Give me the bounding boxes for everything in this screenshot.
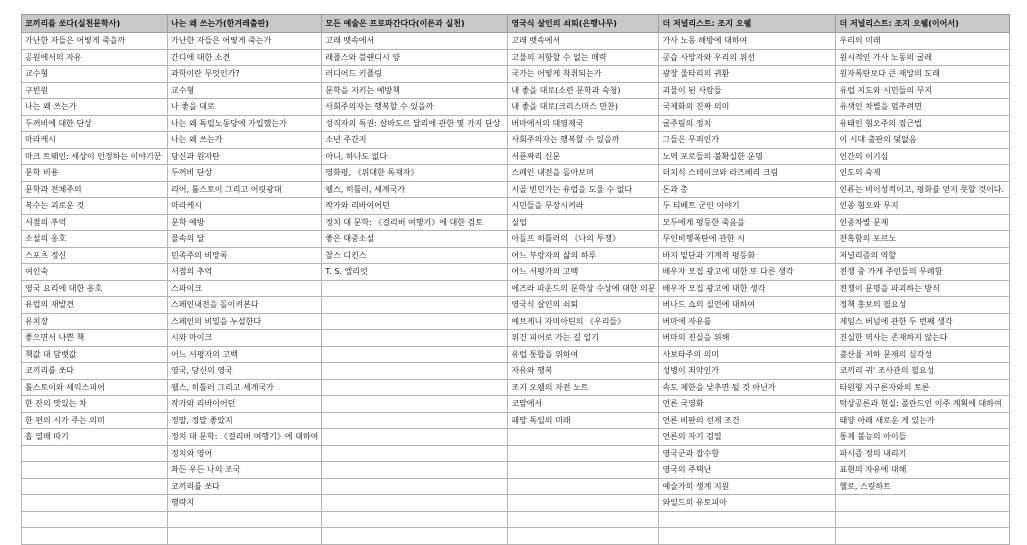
table-cell: 진실한 역사는 존재하지 않는다 <box>836 330 1010 347</box>
table-row <box>22 198 1010 215</box>
table-cell: 코맘에서 <box>508 396 659 413</box>
table-cell <box>508 495 659 512</box>
table-row <box>22 165 1010 182</box>
table-cell <box>22 528 168 545</box>
table-row <box>22 148 1010 165</box>
table-cell: 마라케시 <box>168 198 322 215</box>
table-cell <box>22 478 168 495</box>
table-cell: 코끼리 귀' 조사관의 필요성 <box>836 363 1010 380</box>
table-cell: 공원에서의 자유 <box>22 49 168 66</box>
table-cell: 전쟁이 문명을 파괴하는 방식 <box>836 280 1010 297</box>
column-header-5: 더 저널리스트: 조지 오웰 <box>659 15 836 33</box>
table-cell: 출산율 저하 문제의 심각성 <box>836 346 1010 363</box>
table-cell: 서푼짜리 신문 <box>508 148 659 165</box>
table-cell: 유치장 <box>22 313 168 330</box>
table-cell: 아돌프 히틀러의 《나의 투쟁》 <box>508 231 659 248</box>
table-cell: 톨스토이와 셰익스피어 <box>22 379 168 396</box>
table-cell: 예술가의 생계 지원 <box>659 478 836 495</box>
table-cell: 소설의 옹호 <box>22 231 168 248</box>
table-cell: 영국군과 잡수함 <box>659 445 836 462</box>
table-cell: 래플스와 블랜디시 양 <box>322 49 508 66</box>
table-cell <box>508 445 659 462</box>
table-cell: 고래 뱃속에서 <box>508 33 659 50</box>
table-cell: 시와 마이크 <box>168 330 322 347</box>
table-row <box>22 330 1010 347</box>
table-cell: 한 편의 시가 주는 의미 <box>22 412 168 429</box>
table-cell: 어느 부랑자의 삶의 하루 <box>508 247 659 264</box>
table-row <box>22 396 1010 413</box>
table-cell: 굴주림의 정치 <box>659 115 836 132</box>
column-header-3: 모든 예술은 프로파간다다(이론과 실천) <box>322 15 508 33</box>
table-cell: 복수는 괴로운 것 <box>22 198 168 215</box>
table-cell: 이 시대 출판의 덫없음 <box>836 132 1010 149</box>
table-cell: 영국, 당신의 영국 <box>168 363 322 380</box>
table-cell: 통제 불능의 아이들 <box>836 429 1010 446</box>
table-cell: 언론의 자기 검열 <box>659 429 836 446</box>
table-cell <box>22 445 168 462</box>
table-cell: 저널리즘의 역할 <box>836 247 1010 264</box>
table-cell: 유럽 지도와 시민들의 무지 <box>836 82 1010 99</box>
table-row <box>22 231 1010 248</box>
table-row <box>22 313 1010 330</box>
table-cell: 영국 요리에 대한 옹호 <box>22 280 168 297</box>
table-row <box>22 247 1010 264</box>
column-header-2: 나는 왜 쓰는가(한겨레출판) <box>168 15 322 33</box>
table-cell: 예브게니 자미아틴의 《우리들》 <box>508 313 659 330</box>
table-row <box>22 363 1010 380</box>
table-cell: 러디어드 키플링 <box>322 66 508 83</box>
table-cell: 속도 제한을 낮추면 될 것 아닌가 <box>659 379 836 396</box>
table-cell: 마크 트웨인: 세상이 인정하는 이야기꾼 <box>22 148 168 165</box>
table-cell: 사회주의자는 행복할 수 있을까 <box>322 99 508 116</box>
table-cell: 배우자 모집 광고에 대한 생각 <box>659 280 836 297</box>
table-cell: T. S. 엘리엇 <box>322 264 508 281</box>
table-cell: 서점의 추억 <box>22 214 168 231</box>
table-row <box>22 379 1010 396</box>
table-row <box>22 445 1010 462</box>
table-cell: 행락지 <box>168 495 322 512</box>
table-cell <box>22 511 168 528</box>
table-cell: 리어, 톨스토이 그리고 어릿광대 <box>168 181 322 198</box>
table-cell: 시골 빈민가는 유럽을 도울 수 없다 <box>508 181 659 198</box>
table-cell: 당신과 원자탄 <box>168 148 322 165</box>
table-cell: 정책 홍보의 필요성 <box>836 297 1010 314</box>
table-cell: 태양 아래 새로운 게 있는가 <box>836 412 1010 429</box>
table-cell: 제임스 버넘에 관한 두 번째 생각 <box>836 313 1010 330</box>
table-cell: 실업 <box>508 214 659 231</box>
table-cell <box>322 330 508 347</box>
table-cell: 정치 대 문학: 《걸리버 여행기》에 대한 검토 <box>322 214 508 231</box>
table-cell: 버마에서의 대영제국 <box>508 115 659 132</box>
table-cell: 정치 대 문학: 《걸리버 여행기》에 대하여 <box>168 429 322 446</box>
table-cell <box>659 528 836 545</box>
table-cell <box>322 313 508 330</box>
table-cell <box>659 511 836 528</box>
table-cell: 과학이란 무엇인가? <box>168 66 322 83</box>
table-cell <box>508 511 659 528</box>
table-cell: 좋은 대중소설 <box>322 231 508 248</box>
table-row <box>22 412 1010 429</box>
table-cell <box>836 511 1010 528</box>
table-cell: 구빈원 <box>22 82 168 99</box>
table-cell: 버마에 자유를 <box>659 313 836 330</box>
column-header-1: 코끼리를 쏘다(실천문학사) <box>22 15 168 33</box>
table-cell: 인종차별 문제 <box>836 214 1010 231</box>
table-cell: 버나드 쇼의 실언에 대하여 <box>659 297 836 314</box>
table-cell: 바지 밑단과 기계적 평등화 <box>659 247 836 264</box>
table-cell: 버마의 진실을 위해 <box>659 330 836 347</box>
table-cell: 언론 국영화 <box>659 396 836 413</box>
table-cell: 그들은 무죄인가 <box>659 132 836 149</box>
table-cell: 영국식 살인의 쇠퇴 <box>508 297 659 314</box>
table-cell <box>322 379 508 396</box>
table-cell: 작가와 리바이어던 <box>168 396 322 413</box>
table-row <box>22 495 1010 512</box>
table-cell: 유태인 혐오주의 점근법 <box>836 115 1010 132</box>
table-cell: 서점의 추억 <box>168 264 322 281</box>
table-cell: 국제화의 진짜 의미 <box>659 99 836 116</box>
table-cell: 가난한 자들은 어떻게 죽는가 <box>168 33 322 50</box>
table-cell: 나는 왜 쓰는가 <box>168 132 322 149</box>
table-cell: 스포츠 정신 <box>22 247 168 264</box>
table-cell: 고물의 저항할 수 없는 매력 <box>508 49 659 66</box>
table-cell <box>168 528 322 545</box>
table-cell <box>322 297 508 314</box>
table-cell: 패망 독일의 미래 <box>508 412 659 429</box>
table-cell <box>508 478 659 495</box>
table-cell: 타원형 지구론자와의 토론 <box>836 379 1010 396</box>
table-cell: 스파이크 <box>168 280 322 297</box>
table-cell <box>508 528 659 545</box>
comparison-table <box>21 14 1010 545</box>
table-cell <box>322 396 508 413</box>
table-cell: 스페인내전을 돌이켜본다 <box>168 297 322 314</box>
table-cell <box>322 363 508 380</box>
table-cell: 찰스 디킨스 <box>322 247 508 264</box>
table-cell: 헬로, 스릿하트 <box>836 478 1010 495</box>
table-cell: 와일드의 유토피아 <box>659 495 836 512</box>
table-cell: 교수형 <box>22 66 168 83</box>
table-cell: 사회주의자는 행복할 수 있을까 <box>508 132 659 149</box>
table-cell: 성직자의 특권: 살바도르 달리에 관한 몇 가지 단상 <box>322 115 508 132</box>
table-row <box>22 528 1010 545</box>
table-cell: 조지 오웰의 자전 노트 <box>508 379 659 396</box>
table-row <box>22 132 1010 149</box>
table-cell: 원시적인 가사 노동의 굴레 <box>836 49 1010 66</box>
table-cell: 우리의 미래 <box>836 33 1010 50</box>
table-cell: 문학 예방 <box>168 214 322 231</box>
table-row <box>22 478 1010 495</box>
table-row <box>22 214 1010 231</box>
table-cell <box>22 495 168 512</box>
table-cell: 유색인 차별을 멈추려면 <box>836 99 1010 116</box>
table-cell: 고래 뱃속에서 <box>322 33 508 50</box>
table-row <box>22 264 1010 281</box>
table-cell: 파시즘 정의 내리기 <box>836 445 1010 462</box>
table-cell: 무인비행폭탄에 관한 시 <box>659 231 836 248</box>
table-cell: 두 티베트 군인 이야기 <box>659 198 836 215</box>
table-cell: 문학을 지키는 예방책 <box>322 82 508 99</box>
table-cell: 나는 왜 독립노동당에 가입했는가 <box>168 115 322 132</box>
table-cell: 문학 비용 <box>22 165 168 182</box>
table-cell: 좌든 우든 나의 조국 <box>168 462 322 479</box>
table-cell: 어느 서평자의 고백 <box>168 346 322 363</box>
table-cell: 나 좋을 대로 <box>168 99 322 116</box>
table-cell <box>322 511 508 528</box>
table-cell <box>322 528 508 545</box>
table-cell: 탁상공론과 현실: 폴란드인 이주 계획에 대하여 <box>836 396 1010 413</box>
table-row <box>22 66 1010 83</box>
table-cell: 정말, 정말 좋았지 <box>168 412 322 429</box>
table-cell: 노역 포로들의 불확실한 운명 <box>659 148 836 165</box>
table-cell: 민족주의 비망록 <box>168 247 322 264</box>
table-cell: 사보타주의 의미 <box>659 346 836 363</box>
table-cell: 잔혹함의 포르노 <box>836 231 1010 248</box>
table-cell: 원자폭탄보다 큰 재앙의 도래 <box>836 66 1010 83</box>
table-cell: 유럽 통합을 위하여 <box>508 346 659 363</box>
table-cell: 모두에게 평등한 죽음을 <box>659 214 836 231</box>
table-row <box>22 297 1010 314</box>
table-cell: 국가는 어떻게 착취되는가 <box>508 66 659 83</box>
table-cell: 위건 피어로 가는 길 일기 <box>508 330 659 347</box>
table-cell: 언론 비판의 선제 조건 <box>659 412 836 429</box>
table-cell <box>322 346 508 363</box>
table-cell: 인종 혐오와 무지 <box>836 198 1010 215</box>
table-cell: 책값 대 담뱃값 <box>22 346 168 363</box>
table-cell: 정치와 영어 <box>168 445 322 462</box>
table-row <box>22 511 1010 528</box>
table-cell: 공습 사망자와 우리의 위선 <box>659 49 836 66</box>
table-cell: 전쟁 중 가게 주인들의 무례함 <box>836 264 1010 281</box>
table-cell: 문학과 전체주의 <box>22 181 168 198</box>
table-cell: 웰스, 히틀러, 세계국가 <box>322 181 508 198</box>
table-cell <box>168 511 322 528</box>
table-cell <box>322 412 508 429</box>
header-row <box>22 15 1010 33</box>
table-cell <box>322 478 508 495</box>
table-cell <box>322 495 508 512</box>
table-cell: 가사 노동 해방에 대하여 <box>659 33 836 50</box>
table-cell: 성병이 죄악인가 <box>659 363 836 380</box>
table-cell <box>508 429 659 446</box>
table-cell <box>836 528 1010 545</box>
table-cell: 배우자 모집 광고에 대한 또 다른 생각 <box>659 264 836 281</box>
table-cell: 내 좋을 대로(크리스마스 만찬) <box>508 99 659 116</box>
table-cell: 유럽의 재발견 <box>22 297 168 314</box>
column-header-6: 더 저널리스트: 조지 오웰(이어서) <box>836 15 1010 33</box>
table-row <box>22 181 1010 198</box>
table-cell: 한 잔의 맛있는 차 <box>22 396 168 413</box>
table-row <box>22 115 1010 132</box>
table-row <box>22 346 1010 363</box>
table-cell: 영국의 주택난 <box>659 462 836 479</box>
table-cell: 어느 서평가의 고백 <box>508 264 659 281</box>
table-cell: 두꺼비에 대한 단상 <box>22 115 168 132</box>
table-cell: 내 좋을 대로(소련 문학과 숙청) <box>508 82 659 99</box>
table-cell <box>322 462 508 479</box>
table-cell: 마라케시 <box>22 132 168 149</box>
table-row <box>22 280 1010 297</box>
table-cell <box>836 495 1010 512</box>
table-cell <box>322 280 508 297</box>
table-cell: 가난한 자들은 어떻게 죽을까 <box>22 33 168 50</box>
table-cell <box>322 445 508 462</box>
table-row <box>22 462 1010 479</box>
table-cell: 더치식 스테이크와 라즈베리 크림 <box>659 165 836 182</box>
table-cell: 에즈라 파운드의 문학상 수상에 대한 의문 <box>508 280 659 297</box>
table-cell: 작가와 리바이어던 <box>322 198 508 215</box>
table-row <box>22 99 1010 116</box>
table-cell: 인간의 이기심 <box>836 148 1010 165</box>
table-cell: 광장 울타리의 귀환 <box>659 66 836 83</box>
table-row <box>22 429 1010 446</box>
table-cell: 인도의 숙제 <box>836 165 1010 182</box>
table-cell: 표현의 자유에 대해 <box>836 462 1010 479</box>
table-cell: 교수형 <box>168 82 322 99</box>
table-row <box>22 82 1010 99</box>
table-cell <box>322 429 508 446</box>
table-cell: 코끼리를 쏘다 <box>22 363 168 380</box>
table-cell: 자유와 행복 <box>508 363 659 380</box>
table-cell: 인류는 비이성적이고, 평화를 얻지 못할 것이다. <box>836 181 1010 198</box>
table-cell: 스페인 내전을 돌아보며 <box>508 165 659 182</box>
table-cell: 코끼리를 쏘다 <box>168 478 322 495</box>
table-row <box>22 33 1010 50</box>
table-row <box>22 49 1010 66</box>
table-cell: 여인숙 <box>22 264 168 281</box>
table-cell: 돈과 총 <box>659 181 836 198</box>
table-cell: 좋으면서 나쁜 책 <box>22 330 168 347</box>
table-cell <box>508 462 659 479</box>
table-cell: 괴물이 된 사람들 <box>659 82 836 99</box>
table-cell: 웰스, 히틀러 그리고 세계국가 <box>168 379 322 396</box>
table-cell: 소년 주간지 <box>322 132 508 149</box>
table-cell: 스페인의 비밀을 누설한다 <box>168 313 322 330</box>
table-cell: 홉 열매 따기 <box>22 429 168 446</box>
table-cell: 아니, 하나도 없다 <box>322 148 508 165</box>
table-cell: 간디에 대한 소견 <box>168 49 322 66</box>
table-cell: 시민들을 무장시켜라 <box>508 198 659 215</box>
column-header-4: 영국식 살인의 쇠퇴(은행나무) <box>508 15 659 33</box>
table-cell: 물속의 달 <box>168 231 322 248</box>
table-cell <box>22 462 168 479</box>
table-cell: 두꺼비 단상 <box>168 165 322 182</box>
table-cell: 나는 왜 쓰는가 <box>22 99 168 116</box>
table-cell: 영화평, 《위대한 독재자》 <box>322 165 508 182</box>
